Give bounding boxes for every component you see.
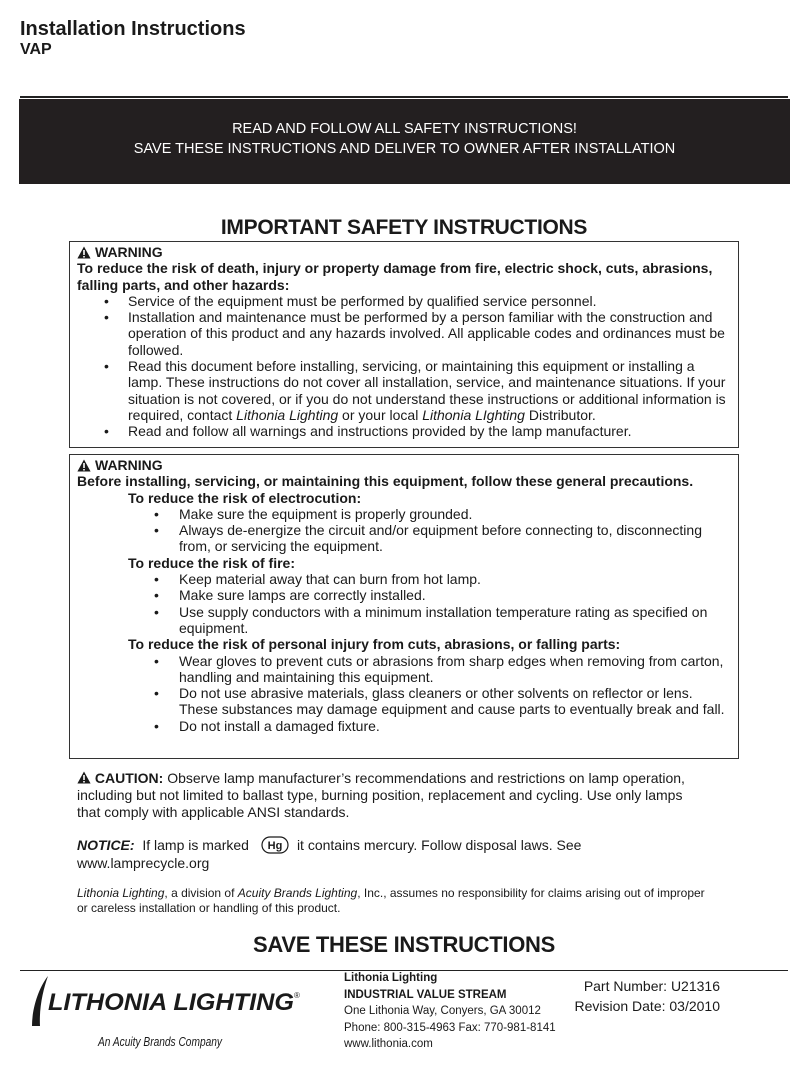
list-item: • Wear gloves to prevent cuts or abrasions from sharp edges when removing from carton, handling and maintaining this equipment. (77, 653, 731, 686)
warning-list (77, 293, 731, 440)
banner-line-2: SAVE THESE INSTRUCTIONS AND DELIVER TO OWNER AFTER INSTALLATION (133, 141, 676, 157)
website: www.lithonia.com (344, 1038, 433, 1050)
logo-wordmark: LITHONIA LIGHTING (48, 989, 294, 1016)
notice-label: NOTICE: (77, 837, 135, 853)
warning-box-2 (69, 454, 739, 759)
part-number: Part Number: U21316 (583, 978, 720, 994)
list-item: • Do not install a damaged fixture. (77, 718, 731, 734)
mercury-symbol-icon (261, 836, 289, 854)
warning-label: WARNING (95, 244, 163, 260)
injury-list (77, 653, 731, 734)
disclaimer: Lithonia Lighting, a division of Acuity Brands Lighting, Inc., assumes no responsibility for claims arising out of improper or careless installation or handling of this product. (77, 886, 705, 915)
caution-label: CAUTION: (94, 770, 164, 786)
revision-date: Revision Date: 03/2010 (574, 998, 720, 1014)
save-instructions-title: SAVE THESE INSTRUCTIONS (253, 932, 555, 957)
warning-heading (77, 457, 731, 473)
warning-lead: To reduce the risk of death, injury or property damage from fire, electric shock, cuts, abrasions, falling parts, and other hazards: (77, 260, 713, 293)
notice-post: it contains mercury. Follow disposal laws. See www.lamprecycle.org (77, 837, 582, 871)
fire-heading: To reduce the risk of fire: (128, 554, 295, 571)
banner-line-1: READ AND FOLLOW ALL SAFETY INSTRUCTIONS! (232, 121, 577, 137)
injury-heading: To reduce the risk of personal injury from cuts, abrasions, or falling parts: (128, 636, 621, 653)
warning-triangle-icon (77, 246, 91, 259)
caution-text: Observe lamp manufacturer’s recommendations and restrictions on lamp operation, including but not limited to ballast type, burning position, replacement and cycling. Use only lamps that comply with applicable ANSI standards. (77, 770, 685, 820)
phone-fax: Phone: 800-315-4963 Fax: 770-981-8141 (344, 1021, 556, 1034)
street-address: One Lithonia Way, Conyers, GA 30012 (344, 1005, 541, 1017)
list-item: • Make sure the equipment is properly grounded. (77, 506, 731, 522)
electrocution-list (77, 506, 731, 555)
fire-list (77, 571, 731, 636)
model-name: VAP (20, 41, 52, 58)
caution-paragraph (77, 770, 707, 821)
notice-pre: If lamp is marked (142, 837, 249, 853)
list-item: • Make sure lamps are correctly installed. (77, 587, 731, 603)
company-address (344, 970, 556, 1053)
list-item: • Always de-energize the circuit and/or equipment before connecting to, disconnecting from, or servicing the equipment. (77, 522, 731, 555)
logo-registered: ® (294, 991, 300, 1000)
electrocution-heading: To reduce the risk of electrocution: (128, 489, 362, 506)
safety-banner (19, 99, 790, 184)
top-rule (20, 96, 788, 98)
list-item: • Read and follow all warnings and instructions provided by the lamp manufacturer. (77, 423, 731, 439)
part-info (570, 976, 720, 1016)
list-item: • Installation and maintenance must be performed by a person familiar with the construction and operation of this product and any hazards involved. All applicable codes and ordinances must be followed. (77, 309, 731, 358)
brand-name: Lithonia Lighting (236, 406, 339, 423)
logo-tagline: An Acuity Brands Company (97, 1034, 224, 1049)
list-item: • Read this document before installing, servicing, or maintaining this equipment or installing a lamp. These instructions do not cover all installation, service, and maintenance situations. If your situation is not covered, or if you do not understand these instructions or additional information is required, contact Lithonia Lighting or your local Lithonia LIghting Distributor. (77, 358, 731, 423)
list-item: • Use supply conductors with a minimum installation temperature rating as specified on equipment. (77, 604, 731, 637)
lithonia-logo (26, 974, 306, 1054)
warning-triangle-icon (77, 771, 91, 784)
company-name: Lithonia Lighting (344, 972, 438, 984)
mercury-symbol-text: Hg (267, 840, 283, 852)
list-item: • Service of the equipment must be performed by qualified service personnel. (77, 293, 731, 309)
warning-triangle-icon (77, 459, 91, 472)
brand-name: Lithonia LIghting (422, 406, 525, 423)
warning-heading (77, 244, 731, 260)
notice-paragraph (77, 836, 707, 872)
document-title: Installation Instructions (20, 18, 246, 40)
warning-box-1 (69, 241, 739, 448)
brand-name: Acuity Brands Lighting (237, 886, 358, 900)
company-division: INDUSTRIAL VALUE STREAM (344, 988, 507, 1001)
list-item: • Keep material away that can burn from hot lamp. (77, 571, 731, 587)
warning-label: WARNING (95, 457, 163, 473)
safety-title: IMPORTANT SAFETY INSTRUCTIONS (220, 216, 588, 239)
warning-lead: Before installing, servicing, or maintaining this equipment, follow these general precautions. (77, 473, 694, 490)
brand-name: Lithonia Lighting (77, 886, 165, 900)
list-item: • Do not use abrasive materials, glass cleaners or other solvents on reflector or lens. These substances may damage equipment and cause parts to eventually break and fall. (77, 685, 731, 718)
